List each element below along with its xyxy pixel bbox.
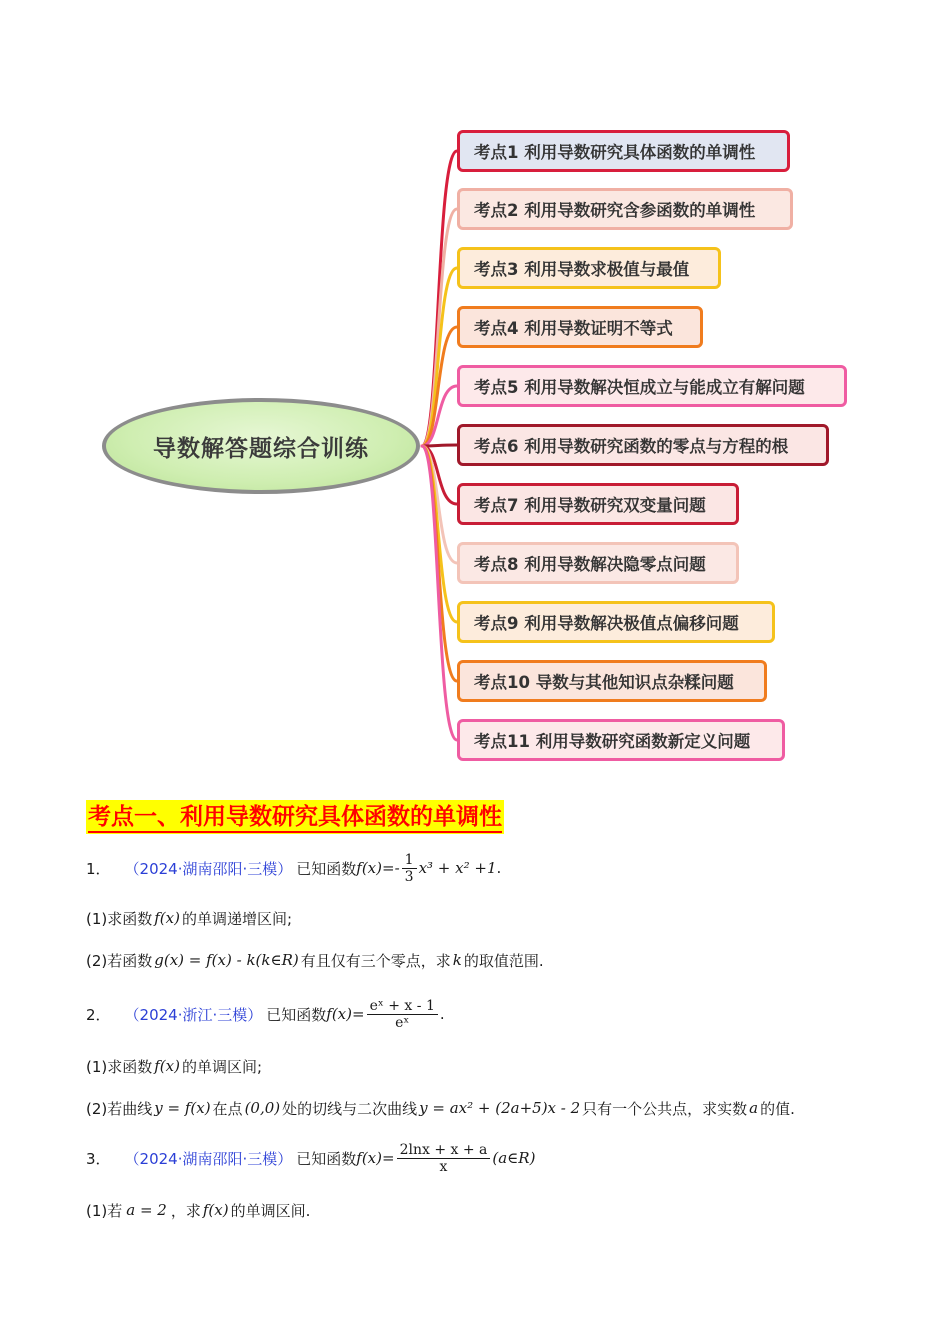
- mindmap-branch-2: 考点2 利用导数研究含参函数的单调性: [457, 188, 793, 230]
- question-3-part-1: (1)若 a = 2 ，求 f(x) 的单调区间.: [86, 1201, 311, 1220]
- formula: y = f(x): [154, 1099, 211, 1117]
- question-source: （2024·湖南邵阳·三模）: [124, 859, 293, 878]
- mindmap-center-node: [102, 398, 420, 494]
- formula-lhs: f(x)=: [356, 1149, 395, 1167]
- mindmap-branch-8: 考点8 利用导数解决隐零点问题: [457, 542, 739, 584]
- mindmap-branch-7: 考点7 利用导数研究双变量问题: [457, 483, 739, 525]
- formula-rhs: x³ + x² +1: [418, 859, 497, 877]
- question-2-part-2: (2)若曲线 y = f(x) 在点 (0,0) 处的切线与二次曲线 y = ax² + (2a+5)x - 2 只有一个公共点，求实数 a 的值.: [86, 1099, 795, 1118]
- connector-line-11: [422, 446, 457, 740]
- mindmap-center-label: 导数解答题综合训练: [153, 435, 369, 462]
- formula-lhs: f(x)=-: [356, 859, 400, 877]
- sentence-end: .: [439, 1005, 445, 1023]
- question-2: [86, 994, 445, 1034]
- question-number: 3．: [86, 1149, 111, 1168]
- question-intro: 已知函数: [266, 1005, 327, 1024]
- fraction: $\frac{1}{3}$: [402, 852, 417, 885]
- mindmap-branch-5: 考点5 利用导数解决恒成立与能成立有解问题: [457, 365, 847, 407]
- section-title: 考点一、利用导数研究具体函数的单调性: [86, 800, 504, 834]
- question-1-part-1: (1)求函数 f(x) 的单调递增区间;: [86, 909, 293, 928]
- question-1-part-2: (2)若函数 g(x) = f(x) - k(k∈R) 有且仅有三个零点，求 k 的取值范围.: [86, 951, 544, 970]
- fraction: $\frac{2\ln x + x + a}{x}$: [397, 1142, 491, 1175]
- mindmap-branch-3: 考点3 利用导数求极值与最值: [457, 247, 721, 289]
- mindmap-branch-1: 考点1 利用导数研究具体函数的单调性: [457, 130, 790, 172]
- mindmap-branch-6: 考点6 利用导数研究函数的零点与方程的根: [457, 424, 829, 466]
- question-1: [86, 850, 501, 886]
- question-2-part-1: (1)求函数 f(x) 的单调区间;: [86, 1057, 263, 1076]
- formula: (0,0): [244, 1099, 281, 1117]
- question-number: 1．: [86, 859, 111, 878]
- formula: a = 2: [126, 1201, 167, 1219]
- mindmap-branch-4: 考点4 利用导数证明不等式: [457, 306, 703, 348]
- mindmap-branch-9: 考点9 利用导数解决极值点偏移问题: [457, 601, 775, 643]
- question-intro: 已知函数: [296, 1149, 357, 1168]
- formula: a: [749, 1099, 759, 1117]
- formula: f(x): [202, 1201, 229, 1219]
- formula: f(x): [154, 909, 180, 927]
- question-intro: 已知函数: [296, 859, 357, 878]
- mindmap-branch-11: 考点11 利用导数研究函数新定义问题: [457, 719, 785, 761]
- fraction: $\frac{\text{eˣ + x - 1}}{\text{eˣ}}$: [367, 998, 438, 1031]
- formula: f(x): [154, 1057, 180, 1075]
- formula-rhs: (a∈R): [492, 1149, 536, 1167]
- question-3: [86, 1138, 535, 1178]
- question-source: （2024·浙江·三模）: [124, 1005, 263, 1024]
- formula: k: [452, 951, 462, 969]
- formula: y = ax² + (2a+5)x - 2: [419, 1099, 581, 1117]
- question-source: （2024·湖南邵阳·三模）: [124, 1149, 293, 1168]
- formula-lhs: f(x)=: [326, 1005, 365, 1023]
- formula: g(x) = f(x) - k(k∈R): [154, 951, 299, 969]
- connector-line-6: [422, 445, 457, 446]
- sentence-end: .: [496, 859, 502, 877]
- mindmap-branch-10: 考点10 导数与其他知识点杂糅问题: [457, 660, 767, 702]
- question-number: 2．: [86, 1005, 111, 1024]
